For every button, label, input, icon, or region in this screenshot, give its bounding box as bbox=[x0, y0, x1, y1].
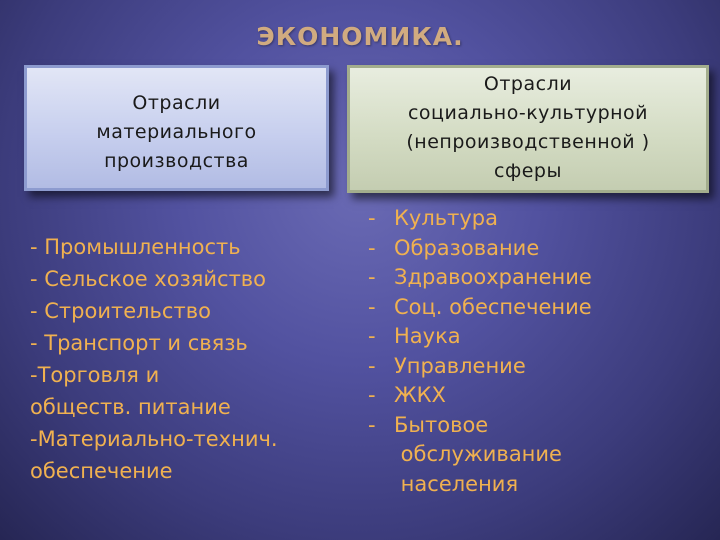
header-line: социально-культурной bbox=[407, 102, 649, 124]
header-line: производства bbox=[104, 150, 249, 172]
bullet-dash: - bbox=[368, 412, 376, 437]
social-cultural-sphere-list bbox=[368, 204, 592, 499]
list-item-text: Управление bbox=[394, 353, 526, 378]
list-item-text: Соц. обеспечение bbox=[394, 294, 592, 319]
list-item bbox=[368, 352, 592, 382]
list-item-text: обслуживание bbox=[394, 442, 562, 466]
list-item: -Торговля и bbox=[30, 363, 160, 387]
list-item-text: Бытовое bbox=[394, 412, 489, 437]
header-line: сферы bbox=[494, 160, 562, 182]
social-cultural-sphere-header-box bbox=[347, 65, 709, 193]
bullet-dash: - bbox=[368, 294, 376, 319]
list-item: - Промышленность bbox=[30, 235, 241, 259]
list-item bbox=[368, 234, 592, 264]
material-production-header-box bbox=[24, 65, 329, 191]
list-item bbox=[368, 263, 592, 293]
list-item: - Сельское хозяйство bbox=[30, 267, 267, 291]
list-item: -Материально-технич. bbox=[30, 427, 278, 451]
list-item-text: Культура bbox=[394, 206, 498, 230]
list-item bbox=[368, 204, 592, 234]
list-item: - Транспорт и связь bbox=[30, 331, 248, 355]
bullet-dash: - bbox=[368, 383, 376, 407]
list-item-text: населения bbox=[394, 471, 519, 496]
bullet-dash: - bbox=[368, 324, 376, 348]
header-line: материального bbox=[96, 121, 257, 143]
list-item bbox=[368, 411, 592, 500]
header-line: (непроизводственной ) bbox=[406, 131, 650, 153]
list-item bbox=[368, 322, 592, 352]
list-item-text: Наука bbox=[394, 324, 461, 348]
bullet-dash: - bbox=[368, 265, 376, 289]
list-item-text: ЖКХ bbox=[394, 383, 446, 407]
list-item bbox=[368, 381, 592, 411]
material-production-list bbox=[30, 231, 278, 487]
list-item: - Строительство bbox=[30, 299, 211, 323]
slide-title: ЭКОНОМИКА. bbox=[256, 22, 464, 51]
list-item-text: Здравоохранение bbox=[394, 265, 592, 289]
list-item-text: Образование bbox=[394, 235, 540, 260]
bullet-dash: - bbox=[368, 235, 376, 260]
list-item: обществ. питание bbox=[30, 395, 231, 419]
header-line: Отрасли bbox=[132, 92, 221, 114]
list-item: обеспечение bbox=[30, 459, 173, 483]
bullet-dash: - bbox=[368, 353, 376, 378]
bullet-dash: - bbox=[368, 206, 376, 230]
header-line: Отрасли bbox=[483, 73, 573, 95]
list-item bbox=[368, 293, 592, 323]
